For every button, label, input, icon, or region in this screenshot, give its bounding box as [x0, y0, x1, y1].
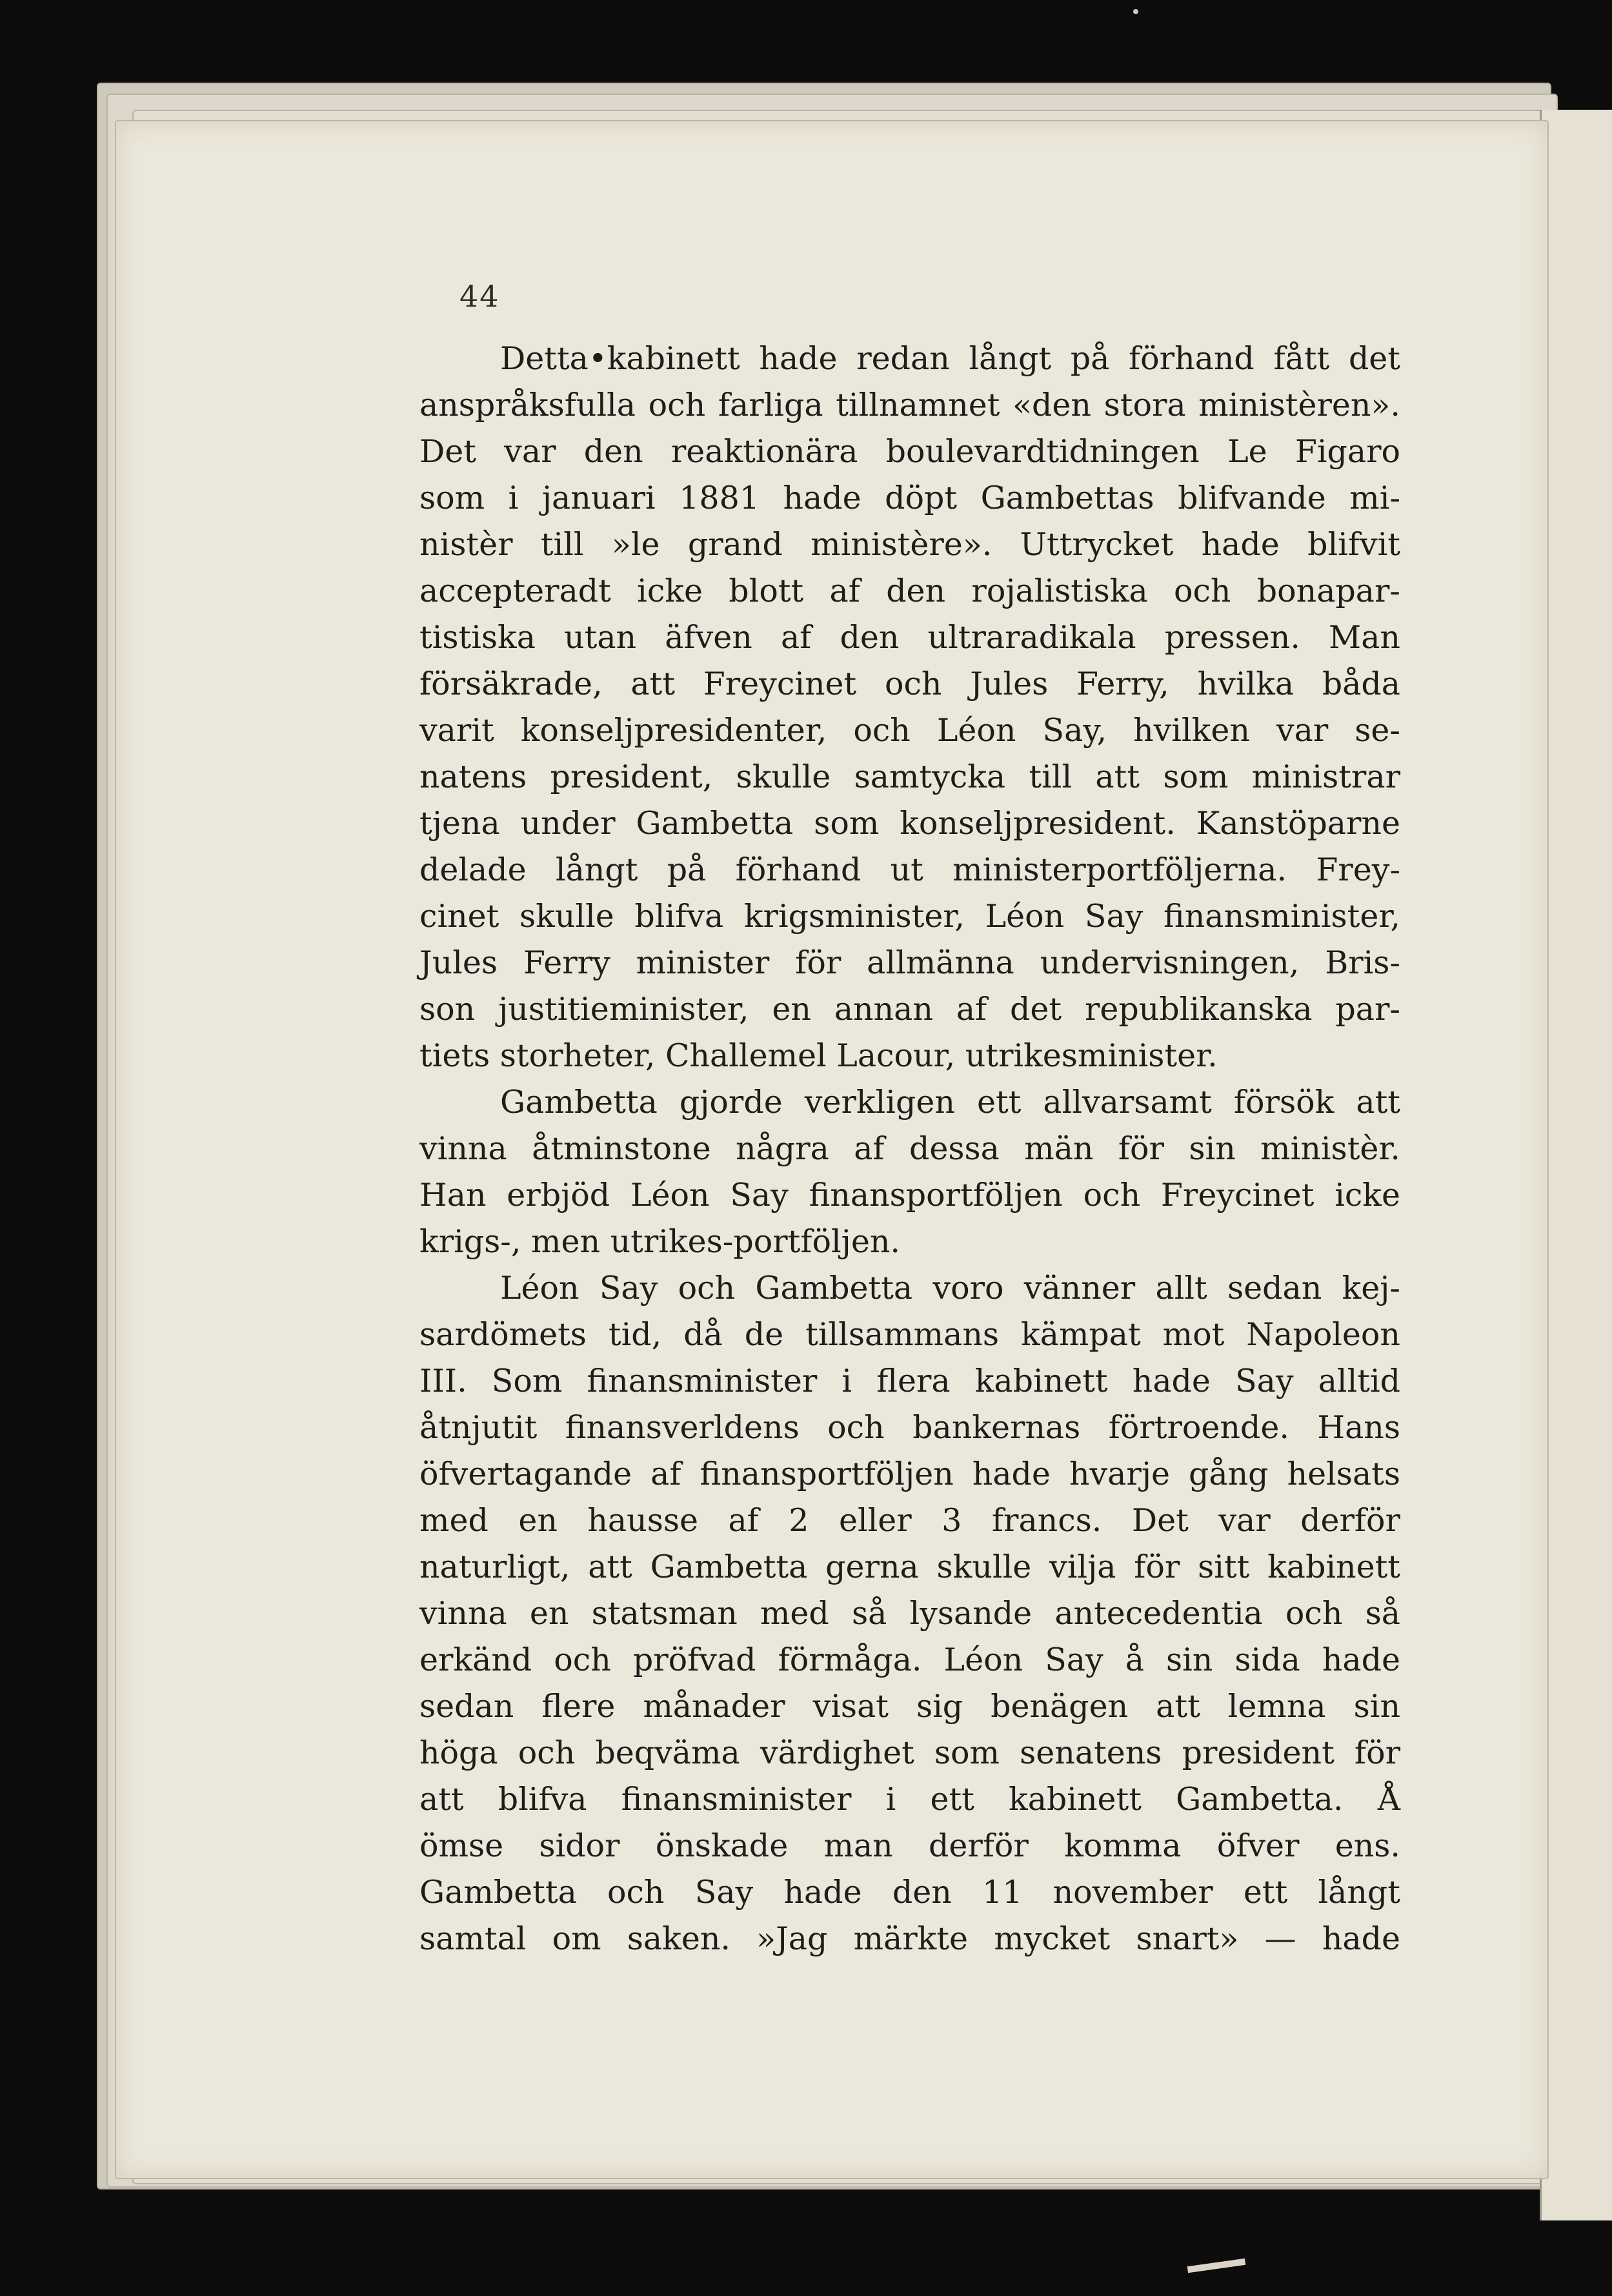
- text-line: krigs-, men utrikes-portföljen.: [419, 1223, 900, 1260]
- text-line: vinna åtminstone några af dessa män för sin ministèr.: [419, 1130, 1400, 1167]
- text-line: Detta•kabinett hade redan långt på förhand fått det: [500, 340, 1400, 377]
- text-line: öfvertagande af finansportföljen hade hvarje gång helsats: [419, 1456, 1400, 1492]
- text-line: erkänd och pröfvad förmåga. Léon Say å sin sida hade: [419, 1641, 1400, 1678]
- text-line: Det var den reaktionära boulevardtidningen Le Figaro: [419, 433, 1400, 470]
- text-line: Gambetta och Say hade den 11 november ett långt: [419, 1874, 1400, 1911]
- body-text: [419, 336, 1400, 1962]
- facing-page-edge: [1540, 110, 1612, 2220]
- text-line: samtal om saken. »Jag märkte mycket snart» — hade: [419, 1920, 1400, 1957]
- text-line: tjena under Gambetta som konseljpresident. Kanstöparne: [419, 805, 1400, 842]
- text-line: Gambetta gjorde verkligen ett allvarsamt försök att: [500, 1084, 1400, 1121]
- text-line: sedan flere månader visat sig benägen att lemna sin: [419, 1688, 1400, 1725]
- text-line: Jules Ferry minister för allmänna undervisningen, Bris-: [419, 944, 1400, 981]
- text-line: sardömets tid, då de tillsammans kämpat mot Napoleon: [419, 1316, 1400, 1353]
- text-line: varit konseljpresidenter, och Léon Say, hvilken var se-: [419, 712, 1400, 749]
- text-line: nistèr till »le grand ministère». Uttrycket hade blifvit: [419, 526, 1400, 563]
- text-line: vinna en statsman med så lysande antecedentia och så: [419, 1595, 1400, 1632]
- text-line: anspråksfulla och farliga tillnamnet «den stora ministèren».: [419, 387, 1400, 423]
- page-number: 44: [459, 279, 500, 314]
- text-line: natens president, skulle samtycka till att som ministrar: [419, 758, 1400, 795]
- text-line: som i januari 1881 hade döpt Gambettas blifvande mi-: [419, 480, 1400, 516]
- text-line: tistiska utan äfven af den ultraradikala pressen. Man: [419, 619, 1400, 656]
- text-line: att blifva finansminister i ett kabinett Gambetta. Å: [419, 1781, 1400, 1818]
- text-line: naturligt, att Gambetta gerna skulle vilja för sitt kabinett: [419, 1549, 1400, 1585]
- text-line: Han erbjöd Léon Say finansportföljen och Freycinet icke: [419, 1177, 1400, 1214]
- text-line: cinet skulle blifva krigsminister, Léon Say finansminister,: [419, 898, 1400, 935]
- text-line: Léon Say och Gambetta voro vänner allt sedan kej-: [500, 1270, 1400, 1306]
- text-line: ömse sidor önskade man derför komma öfver ens.: [419, 1827, 1400, 1864]
- text-line: åtnjutit finansverldens och bankernas förtroende. Hans: [419, 1409, 1400, 1446]
- text-line: höga och beqväma värdighet som senatens president för: [419, 1734, 1400, 1771]
- text-line: tiets storheter, Challemel Lacour, utrikesminister.: [419, 1037, 1218, 1074]
- text-line: försäkrade, att Freycinet och Jules Ferry, hvilka båda: [419, 665, 1400, 702]
- text-line: med en hausse af 2 eller 3 francs. Det var derför: [419, 1502, 1400, 1539]
- text-line: son justitieminister, en annan af det republikanska par-: [419, 991, 1400, 1028]
- text-line: accepteradt icke blott af den rojalistiska och bonapar-: [419, 573, 1400, 609]
- text-line: III. Som finansminister i flera kabinett hade Say alltid: [419, 1363, 1400, 1399]
- text-line: delade långt på förhand ut ministerportföljerna. Frey-: [419, 851, 1400, 888]
